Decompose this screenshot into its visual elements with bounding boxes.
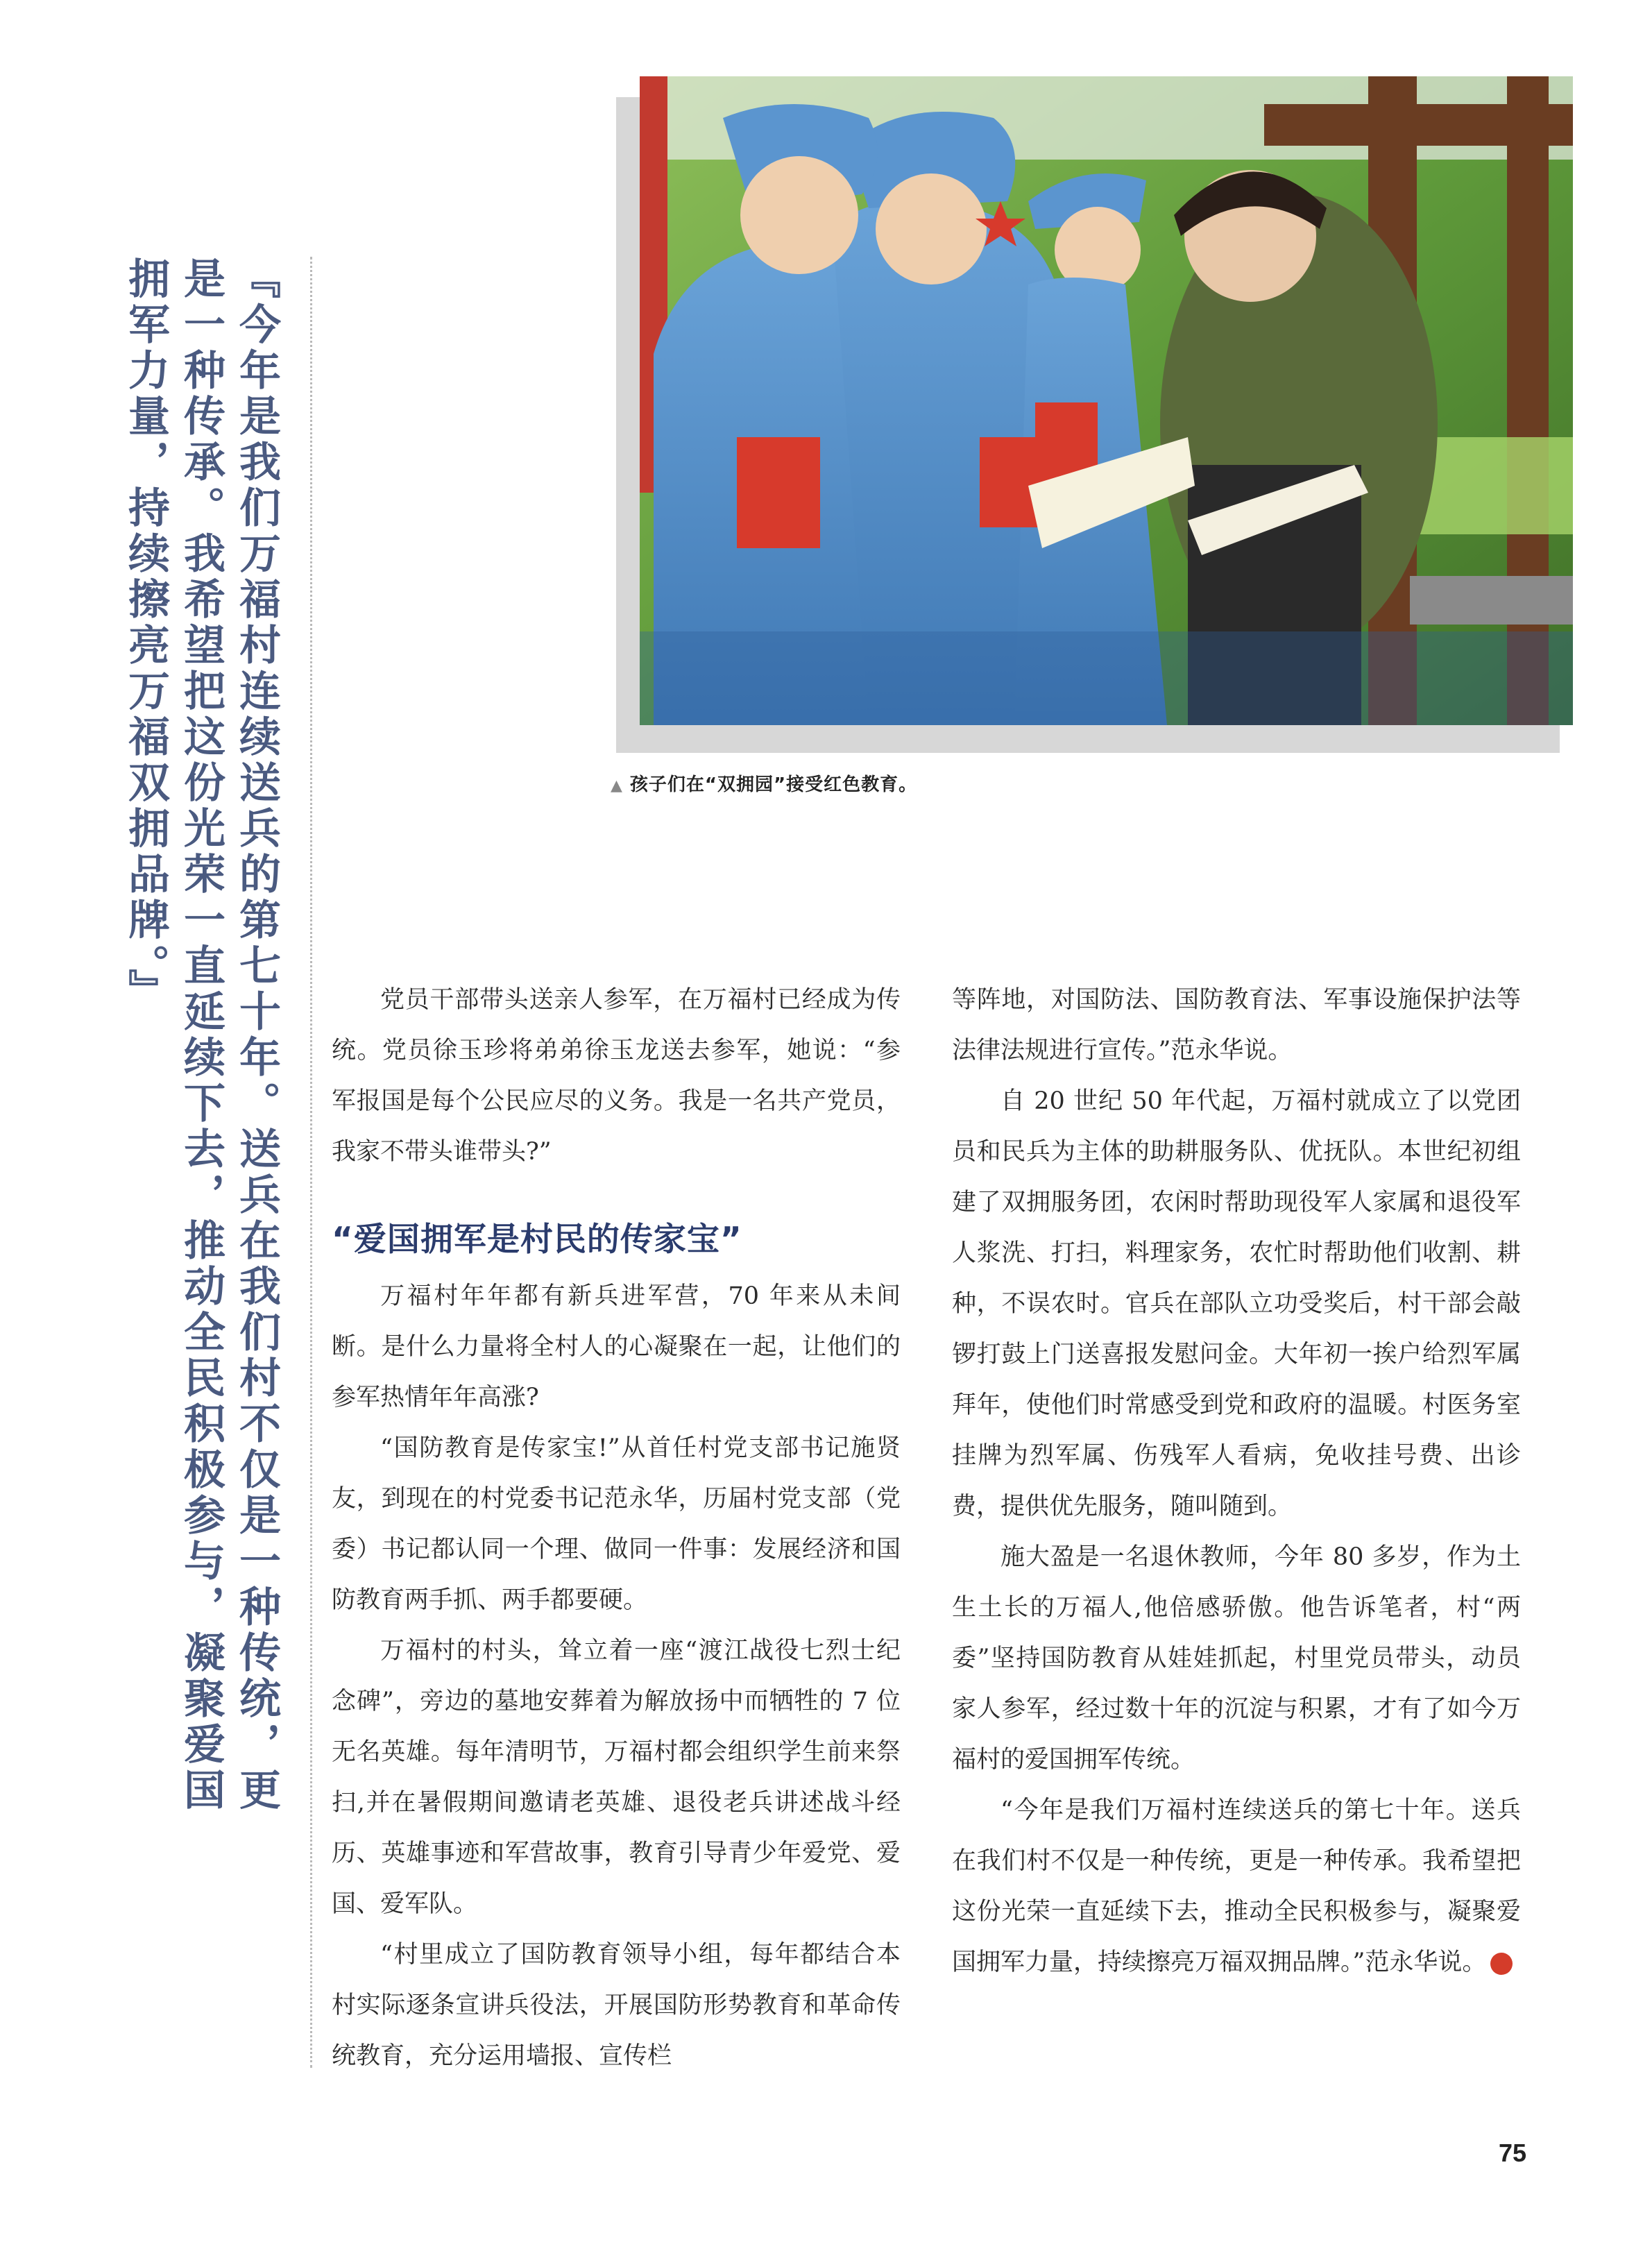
paragraph: 施大盈是一名退休教师，今年 80 多岁，作为土生土长的万福人,他倍感骄傲。他告诉笔者，村“两委”坚持国防教育从娃娃抓起，村里党员带头，动员家人参军，经过数十年的沉淀与积累，才有了如今万福村的爱国拥军传统。 — [952, 1543, 1521, 1774]
final-paragraph-text: “今年是我们万福村连续送兵的第七十年。送兵在我们村不仅是一种传统，更是一种传承。我希望把这份光荣一直延续下去，推动全民积极参与，凝聚爱国拥军力量，持续擦亮万福双拥品牌。”范永华说。 — [952, 1797, 1521, 1976]
article-column-left — [332, 975, 901, 2082]
dotted-divider — [310, 257, 312, 2068]
paragraph: 万福村年年都有新兵进军营，70 年来从未间断。是什么力量将全村人的心凝聚在一起，让他们的参军热情年年高涨? — [332, 1282, 901, 1411]
section-heading: “爱国拥军是村民的传家宝” — [332, 1221, 742, 1259]
paragraph-final — [952, 1785, 1552, 1988]
page-number: 75 — [1499, 2139, 1527, 2167]
paragraph: “国防教育是传家宝!”从首任村党支部书记施贤友，到现在的村党委书记范永华，历届村党支部（党委）书记都认同一个理、做同一件事：发展经济和国防教育两手抓、两手都要硬。 — [332, 1434, 901, 1614]
paragraph: 自 20 世纪 50 年代起，万福村就成立了以党团员和民兵为主体的助耕服务队、优抚队。本世纪初组建了双拥服务团，农闲时帮助现役军人家属和退役军人浆洗、打扫，料理家务，农忙时帮助他们收割、耕种，不误农时。官兵在部队立功受奖后，村干部会敲锣打鼓上门送喜报发慰问金。大年初一挨户给烈军属拜年，使他们时常感受到党和政府的温暖。村医务室挂牌为烈军属、伤残军人看病，免收挂号费、出诊费，提供优先服务，随叫随到。 — [952, 1087, 1521, 1520]
paragraph: 党员干部带头送亲人参军，在万福村已经成为传统。党员徐玉珍将弟弟徐玉龙送去参军，她说：“参军报国是每个公民应尽的义务。我是一名共产党员，我家不带头谁带头?” — [332, 986, 901, 1166]
paragraph: “村里成立了国防教育领导小组，每年都结合本村实际逐条宣讲兵役法，开展国防形势教育和革命传统教育，充分运用墙报、宣传栏 — [332, 1941, 901, 2070]
article-column-right — [952, 975, 1552, 1988]
paragraph-continued: 等阵地，对国防法、国防教育法、军事设施保护法等法律法规进行宣传。”范永华说。 — [952, 986, 1521, 1064]
caption-triangle-icon: ▲ — [611, 777, 623, 795]
photo-illustration — [640, 76, 1573, 725]
paragraph: 万福村的村头，耸立着一座“渡江战役七烈士纪念碑”，旁边的墓地安葬着为解放扬中而牺牲的 7 位无名英雄。每年清明节，万福村都会组织学生前来祭扫,并在暑假期间邀请老英雄、退役老兵讲述战斗经历、英雄事迹和军营故事，教育引导青少年爱党、爱国、爱军队。 — [332, 1637, 901, 1918]
photo-caption — [611, 770, 917, 796]
pull-quote: 『今年是我们万福村连续送兵的第七十年。送兵在我们村不仅是一种传统，更是一种传承。我希望把这份光荣一直延续下去，推动全民积极参与，凝聚爱国拥军力量，持续擦亮万福双拥品牌。』 — [121, 257, 281, 1814]
caption-text: 孩子们在“双拥园”接受红色教育。 — [629, 774, 918, 795]
end-mark-icon: N — [1490, 1953, 1513, 1975]
photo-children-red-education — [640, 76, 1573, 725]
